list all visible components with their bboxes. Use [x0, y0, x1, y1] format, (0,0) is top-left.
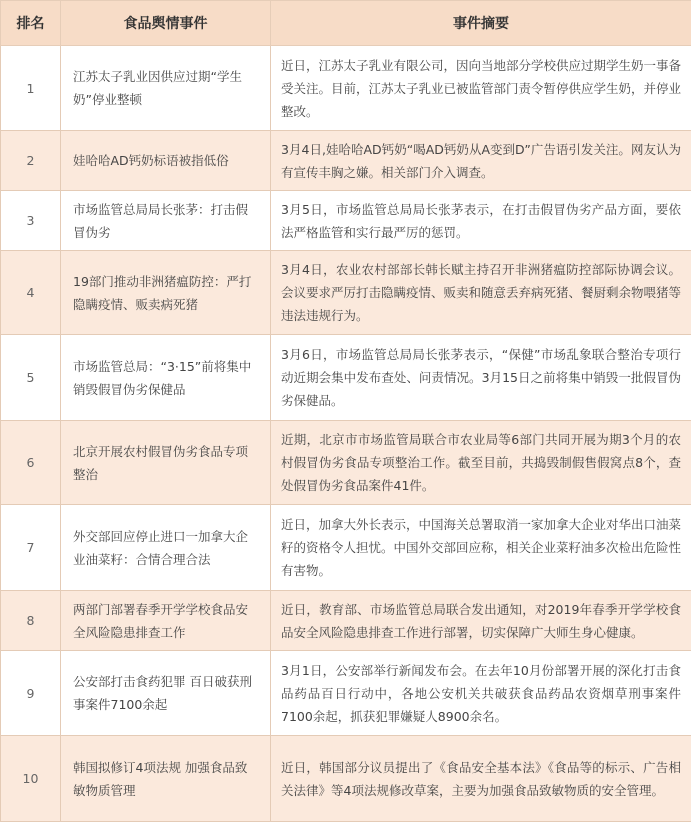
header-summary: 事件摘要: [271, 1, 691, 46]
row-summary: 3月5日，市场监管总局局长张茅表示，在打击假冒伪劣产品方面，要依法严格监管和实行最严厉的惩罚。: [271, 191, 691, 251]
table-row: [1, 251, 691, 335]
row-rank: 2: [1, 131, 61, 191]
row-rank: 4: [1, 251, 61, 335]
row-event: 娃哈哈AD钙奶标语被指低俗: [61, 131, 271, 191]
row-event: 江苏太子乳业因供应过期“学生奶”停业整顿: [61, 46, 271, 131]
row-rank: 10: [1, 736, 61, 822]
row-summary: 3月6日，市场监管总局局长张茅表示，“保健”市场乱象联合整治专项行动近期会集中发布查处、问责情况。3月15日之前将集中销毁一批假冒伪劣保健品。: [271, 335, 691, 421]
row-rank: 9: [1, 651, 61, 736]
row-summary: 近期，北京市市场监管局联合市农业局等6部门共同开展为期3个月的农村假冒伪劣食品专项整治工作。截至目前，共捣毁制假售假窝点8个，查处假冒伪劣食品案件41件。: [271, 421, 691, 505]
table-row: [1, 335, 691, 421]
row-rank: 6: [1, 421, 61, 505]
row-event: 市场监管总局局长张茅：打击假冒伪劣: [61, 191, 271, 251]
table-row: [1, 421, 691, 505]
row-rank: 3: [1, 191, 61, 251]
row-summary: 3月1日，公安部举行新闻发布会。在去年10月份部署开展的深化打击食品药品百日行动中，各地公安机关共破获食品药品农资烟草刑事案件7100余起，抓获犯罪嫌疑人8900余名。: [271, 651, 691, 736]
row-event: 外交部回应停止进口一加拿大企业油菜籽：合情合理合法: [61, 505, 271, 591]
row-rank: 1: [1, 46, 61, 131]
row-summary: 近日，江苏太子乳业有限公司，因向当地部分学校供应过期学生奶一事备受关注。目前，江苏太子乳业已被监管部门责令暂停供应学生奶，并停业整改。: [271, 46, 691, 131]
table-header-row: [1, 1, 691, 46]
table-row: [1, 736, 691, 822]
table-row: [1, 651, 691, 736]
table-row: [1, 191, 691, 251]
row-rank: 5: [1, 335, 61, 421]
row-rank: 8: [1, 591, 61, 651]
header-rank: 排名: [1, 1, 61, 46]
row-event: 两部门部署春季开学学校食品安全风险隐患排查工作: [61, 591, 271, 651]
row-event: 公安部打击食药犯罪 百日破获刑事案件7100余起: [61, 651, 271, 736]
header-event: 食品舆情事件: [61, 1, 271, 46]
row-summary: 3月4日,娃哈哈AD钙奶“喝AD钙奶从A变到D”广告语引发关注。网友认为有宣传丰胸之嫌。相关部门介入调查。: [271, 131, 691, 191]
table-row: [1, 505, 691, 591]
row-summary: 3月4日，农业农村部部长韩长赋主持召开非洲猪瘟防控部际协调会议。会议要求严厉打击隐瞒疫情、贩卖和随意丢弃病死猪、餐厨剩余物喂猪等违法违规行为。: [271, 251, 691, 335]
table-row: [1, 591, 691, 651]
row-summary: 近日，加拿大外长表示，中国海关总署取消一家加拿大企业对华出口油菜籽的资格令人担忧。中国外交部回应称，相关企业菜籽油多次检出危险性有害物。: [271, 505, 691, 591]
table-row: [1, 131, 691, 191]
row-event: 韩国拟修订4项法规 加强食品致敏物质管理: [61, 736, 271, 822]
row-event: 19部门推动非洲猪瘟防控：严打隐瞒疫情、贩卖病死猪: [61, 251, 271, 335]
row-rank: 7: [1, 505, 61, 591]
row-event: 市场监管总局：“3·15”前将集中销毁假冒伪劣保健品: [61, 335, 271, 421]
row-summary: 近日，教育部、市场监管总局联合发出通知，对2019年春季开学学校食品安全风险隐患排查工作进行部署，切实保障广大师生身心健康。: [271, 591, 691, 651]
row-event: 北京开展农村假冒伪劣食品专项整治: [61, 421, 271, 505]
row-summary: 近日，韩国部分议员提出了《食品安全基本法》《食品等的标示、广告相关法律》等4项法规修改草案，主要为加强食品致敏物质的安全管理。: [271, 736, 691, 822]
table-row: [1, 46, 691, 131]
